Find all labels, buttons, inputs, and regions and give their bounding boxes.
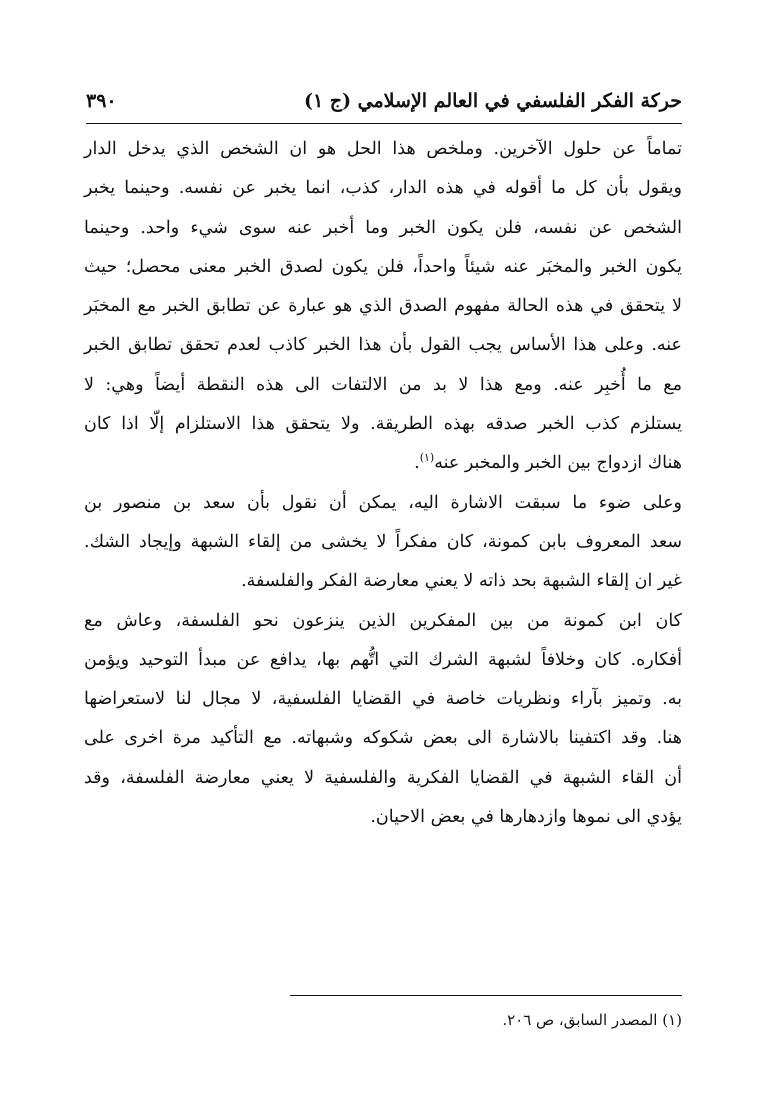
running-header [86, 86, 682, 118]
text-line [84, 444, 682, 483]
text-line: مع ما أُخبِر عنه. ومع هذا لا بد من الالتفات الى هذه النقطة أيضاً وهي: لا [84, 374, 682, 395]
text-line: سعد المعروف بابن كمونة، كان مفكراً لا يخشى من إلقاء الشبهة وإيجاد الشك. [84, 531, 682, 552]
text-fragment: هناك ازدواج بين الخبر والمخبر عنه [434, 453, 682, 474]
paragraph-3 [84, 602, 682, 838]
running-title: حركة الفكر الفلسفي في العالم الإسلامي (ج ١) [303, 90, 682, 112]
text-line: هنا. وقد اكتفينا بالاشارة الى بعض شكوكه وشبهاته. مع التأكيد مرة اخرى على [84, 728, 682, 749]
body-text [84, 130, 682, 837]
text-line: يؤدي الى نموها وازدهارها في بعض الاحيان. [370, 807, 682, 828]
footnote-rule [290, 995, 682, 996]
paragraph-2 [84, 484, 682, 602]
text-line: تماماً عن حلول الآخرين. وملخص هذا الحل هو ان الشخص الذي يدخل الدار [84, 139, 682, 159]
text-line: أن القاء الشبهة في القضايا الفكرية والفلسفية لا يعني معارضة الفلسفة، وقد [84, 767, 682, 788]
text-line: أفكاره. كان وخلافاً لشبهة الشرك التي اتُّهم بها، يدافع عن مبدأ التوحيد ويؤمن [84, 649, 682, 670]
paragraph-1 [84, 130, 682, 484]
text-line: غير ان إلقاء الشبهة بحد ذاته لا يعني معارضة الفكر والفلسفة. [241, 571, 682, 592]
text-line: يستلزم كذب الخبر صدقه بهذه الطريقة. ولا يتحقق هذا الاستلزام إلّا اذا كان [84, 414, 682, 435]
footnote: (١) المصدر السابق، ص ٢٠٦. [502, 1011, 682, 1029]
text-fragment: . [414, 453, 420, 474]
text-line: الشخص عن نفسه، فلن يكون الخبر وما أخبر عنه سوى شيء واحد. وحينما [84, 217, 682, 238]
page-number: ٣٩٠ [86, 90, 117, 112]
text-line: عنه. وعلى هذا الأساس يجب القول بأن هذا الخبر كاذب لعدم تحقق تطابق الخبر [84, 335, 682, 356]
text-line: وعلى ضوء ما سبقت الاشارة اليه، يمكن أن نقول بأن سعد بن منصور بن [84, 492, 682, 513]
footnote-reference[interactable]: (١) [419, 451, 435, 465]
text-line: به. وتميز بآراء ونظريات خاصة في القضايا الفلسفية، لا مجال لنا لاستعراضها [84, 689, 682, 710]
header-rule [86, 123, 682, 124]
text-line: كان ابن كمونة من بين المفكرين الذين ينزعون نحو الفلسفة، وعاش مع [84, 610, 682, 631]
text-line: يكون الخبر والمخبَر عنه شيئاً واحداً، فلن يكون لصدق الخبر معنى محصل؛ حيث [84, 256, 682, 277]
text-line: ويقول بأن كل ما أقوله في هذه الدار، كذب، انما يخبر عن نفسه. وحينما يخبر [84, 178, 682, 199]
text-line: لا يتحقق في هذه الحالة مفهوم الصدق الذي هو عبارة عن تطابق الخبر مع المخبَر [84, 296, 683, 317]
